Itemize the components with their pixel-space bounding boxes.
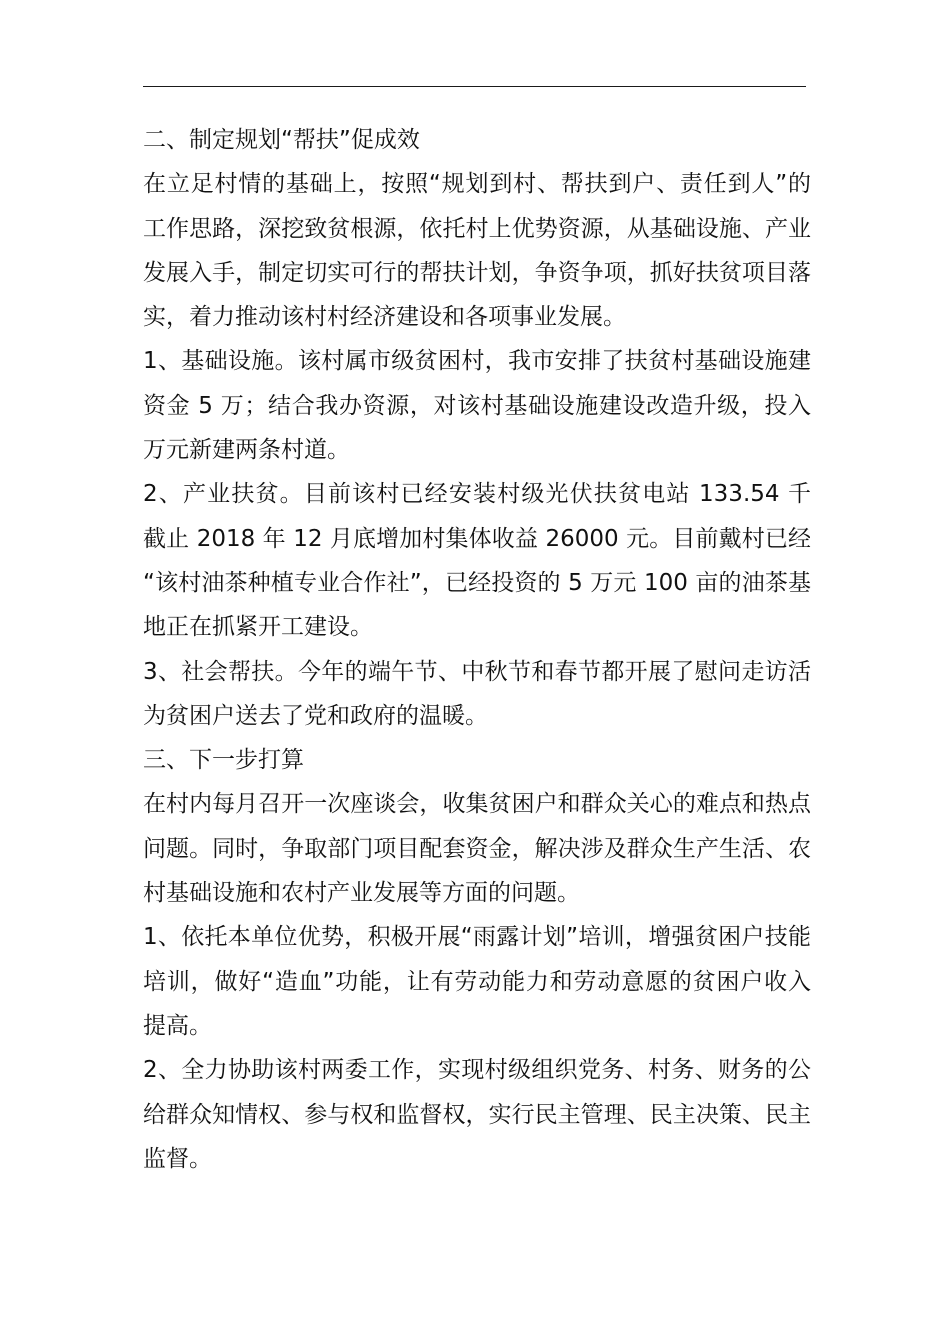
document-body: [143, 118, 811, 1181]
text-line: 在村内每月召开一次座谈会，收集贫困户和群众关心的难点和热点: [143, 791, 811, 818]
text-line: 工作思路，深挖致贫根源，依托村上优势资源，从基础设施、产业: [143, 215, 811, 242]
text-line: “该村油茶种植专业合作社”，已经投资的 5 万元 100 亩的油茶基: [143, 569, 811, 596]
text-line: 1、基础设施。该村属市级贫困村，我市安排了扶贫村基础设施建: [143, 348, 811, 375]
text-line: 给群众知情权、参与权和监督权，实行民主管理、民主决策、民主: [143, 1101, 811, 1128]
text-line: 发展入手，制定切实可行的帮扶计划，争资争项，抓好扶贫项目落: [143, 259, 811, 286]
text-line: 2、全力协助该村两委工作，实现村级组织党务、村务、财务的公: [143, 1057, 811, 1084]
text-line: 1、依托本单位优势，积极开展“雨露计划”培训，增强贫困户技能: [143, 924, 811, 951]
text-line: 2、产业扶贫。目前该村已经安装村级光伏扶贫电站 133.54 千: [143, 481, 811, 508]
text-line: 万元新建两条村道。: [143, 437, 350, 464]
text-line: 培训，做好“造血”功能，让有劳动能力和劳动意愿的贫困户收入: [143, 968, 811, 995]
text-line: 提高。: [143, 1012, 212, 1039]
text-line: 监督。: [143, 1145, 212, 1172]
text-line: 二、制定规划“帮扶”促成效: [143, 127, 420, 153]
text-line: 村基础设施和农村产业发展等方面的问题。: [143, 880, 580, 907]
text-line: 问题。同时，争取部门项目配套资金，解决涉及群众生产生活、农: [143, 835, 811, 862]
text-line: 3、社会帮扶。今年的端午节、中秋节和春节都开展了慰问走访活: [143, 658, 811, 685]
text-line: 截止 2018 年 12 月底增加村集体收益 26000 元。目前戴村已经: [143, 525, 811, 552]
text-line: 实，着力推动该村村经济建设和各项事业发展。: [143, 304, 626, 331]
text-line: 三、下一步打算: [143, 747, 304, 774]
text-line: 地正在抓紧开工建设。: [143, 614, 373, 641]
text-line: 资金 5 万；结合我办资源，对该村基础设施建设改造升级，投入: [143, 392, 811, 419]
header-rule: [143, 86, 806, 87]
text-line: 为贫困户送去了党和政府的温暖。: [143, 702, 488, 729]
text-line: 在立足村情的基础上，按照“规划到村、帮扶到户、责任到人”的: [143, 171, 811, 198]
